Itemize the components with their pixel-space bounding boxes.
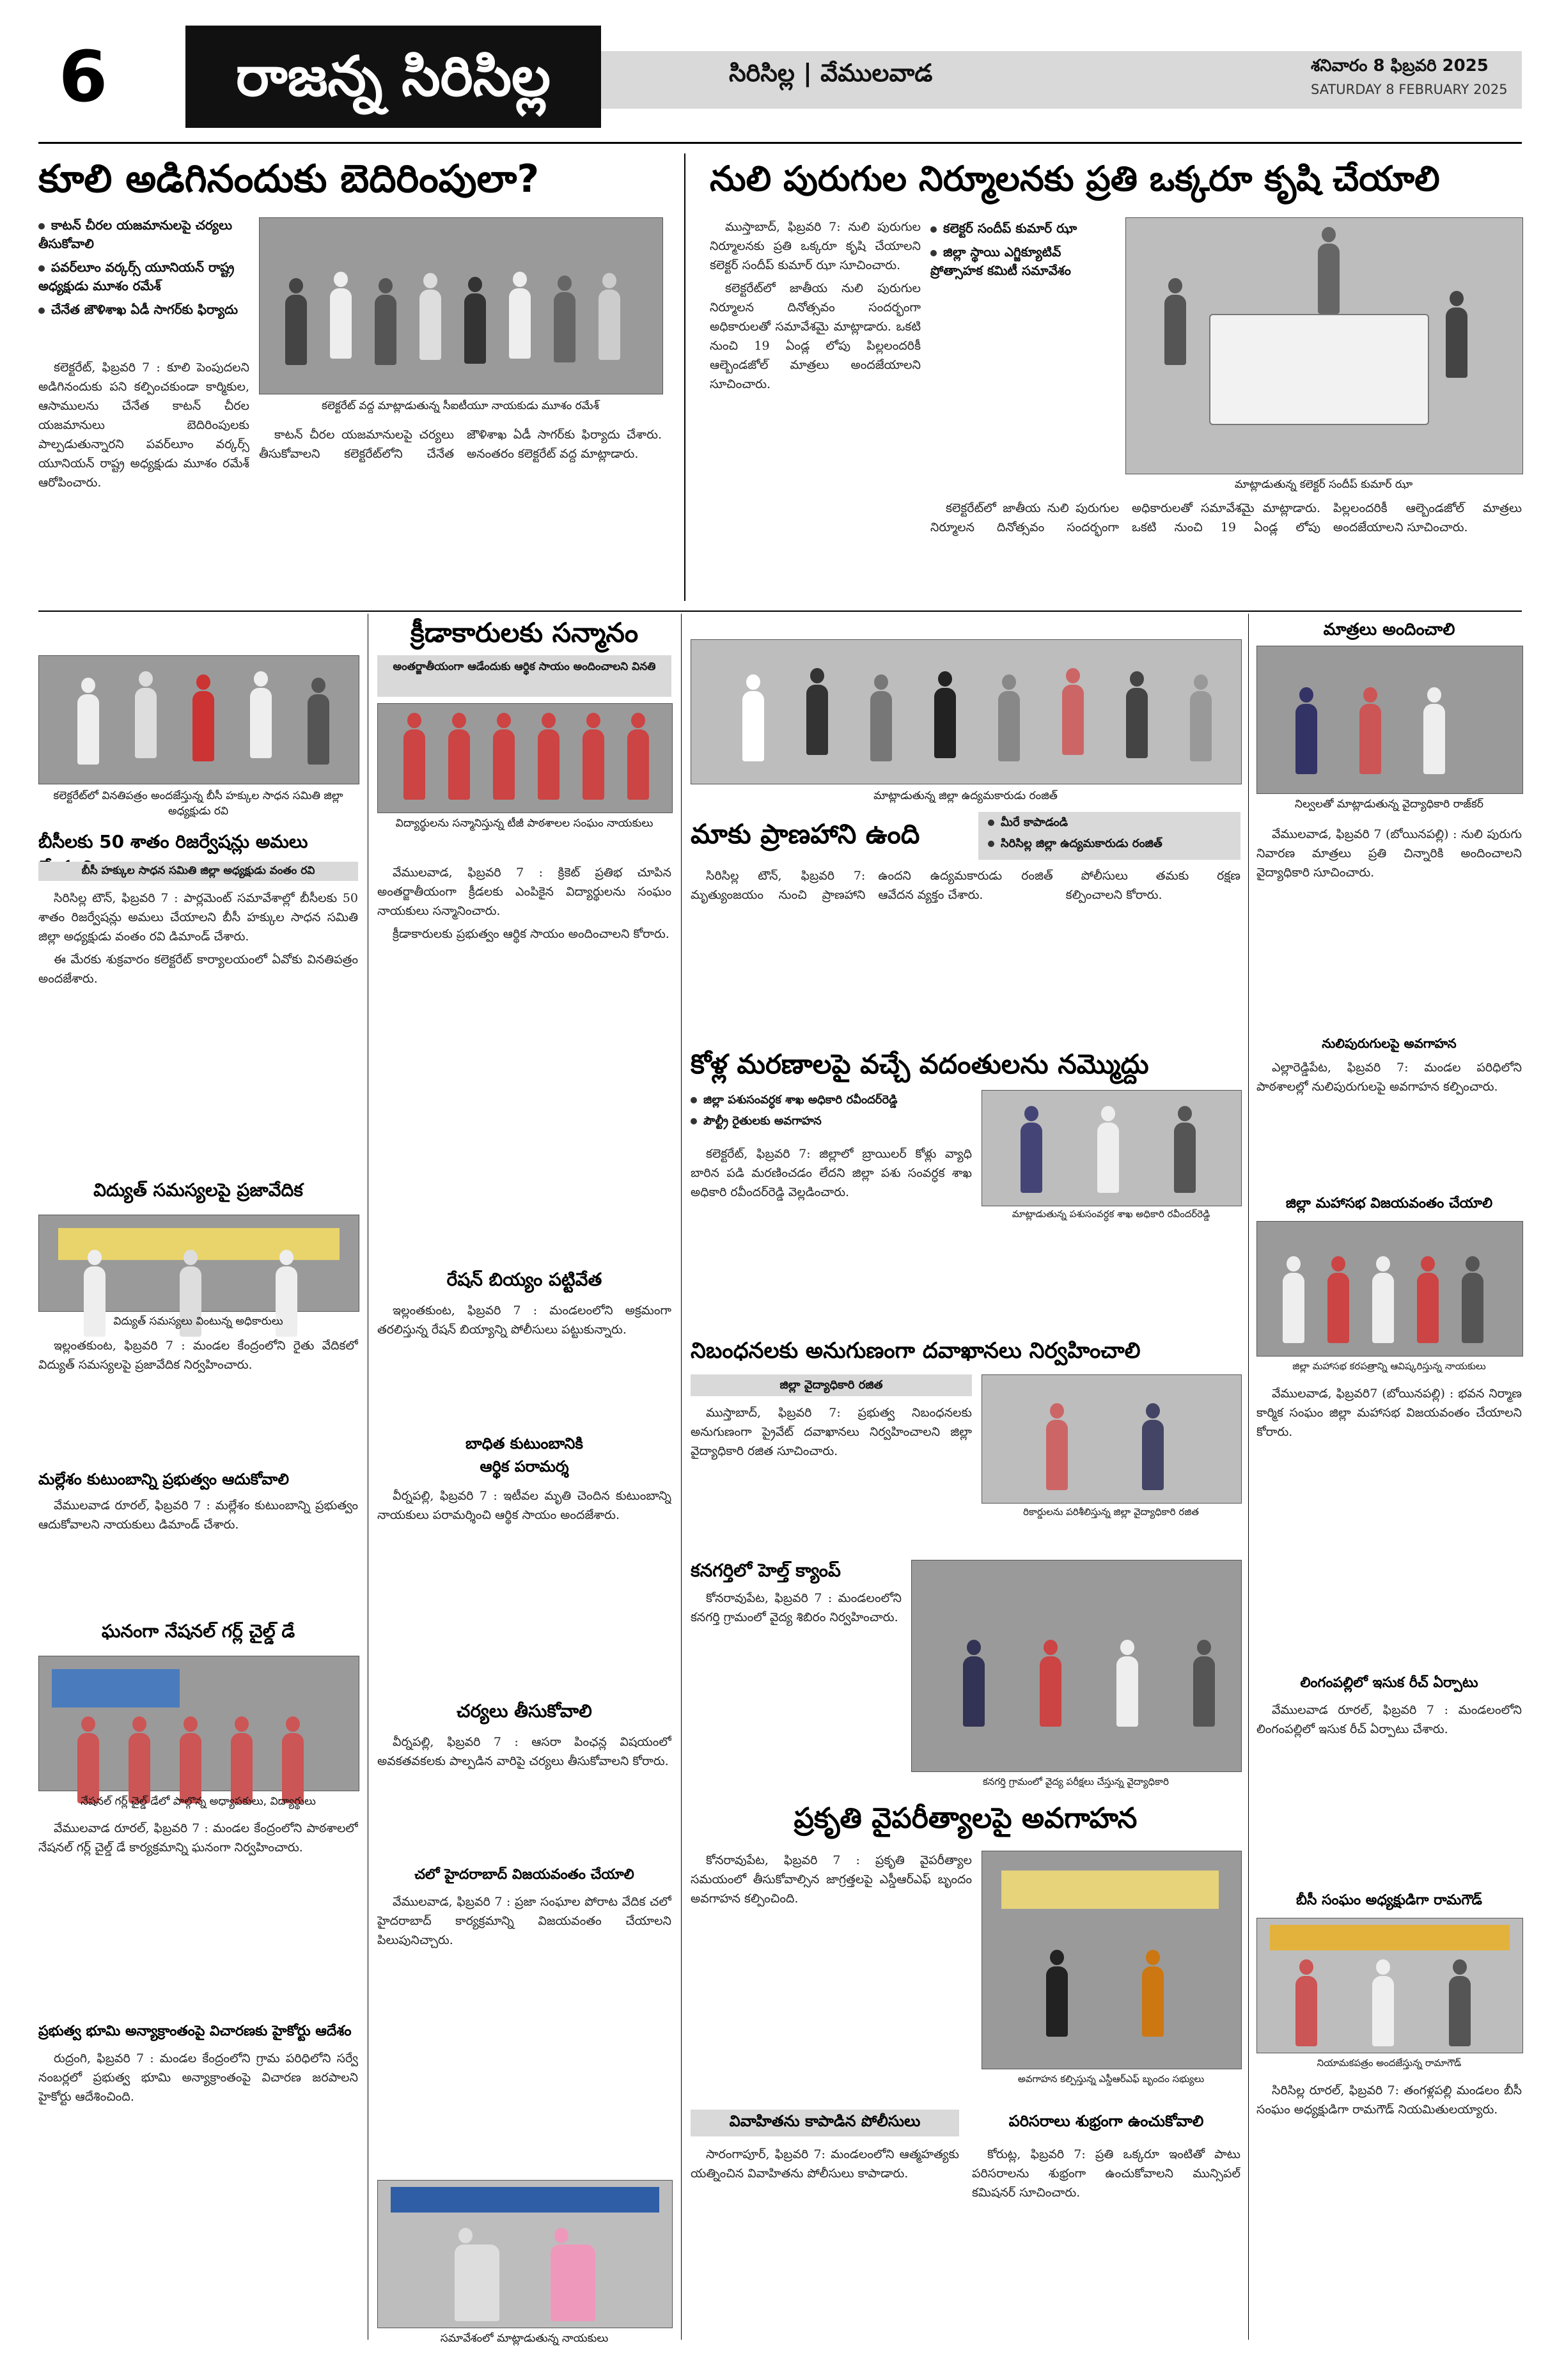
- story14-body: వేములవాడ, ఫిబ్రవరి 7 : ప్రజా సంఘాల పోరాట వేదిక చలో హైదరాబాద్ కార్యక్రమాన్ని విజయవంతం చేయాలని పిలుపునిచ్చారు.: [377, 1895, 671, 1947]
- story23-body: సారంగాపూర్, ఫిబ్రవరి 7: మండలంలోని ఆత్మహత్యకు యత్నించిన వివాహితను పోలీసులు కాపాడారు.: [691, 2147, 959, 2181]
- story22-photo: [982, 1851, 1242, 2069]
- story2-bullets: [930, 221, 1116, 286]
- story21-caption: నియామకపత్రం అందజేస్తున్న రామాగౌడ్: [1317, 2057, 1462, 2069]
- story9-body: వేములవాడ రూరల్, ఫిబ్రవరి 7 : మండల కేంద్రంలోని పాఠశాలలో నేషనల్ గర్ల్ చైల్డ్ డే కార్యక్రమాన్ని ఘనంగా నిర్వహించారు.: [38, 1821, 358, 1855]
- story15-bullets: [691, 1093, 972, 1135]
- story9-caption: నేషనల్ గర్ల్ చైల్డ్ డేలో పాల్గొన్న అధ్యాపకులు, విద్యార్థులు: [81, 1795, 316, 1808]
- page-number: 6: [58, 36, 108, 118]
- section-rule: [38, 611, 1522, 612]
- column-rule: [1248, 614, 1249, 2340]
- story5-body: సిరిసిల్ల టౌన్, ఫిబ్రవరి 7: మృత్యుంజయం నుంచి ప్రాణహాని ఉందని ఉద్యమకారుడు రంజిత్ ఆవేదన వ్యక్తం చేశారు. పోలీసులు తమకు రక్షణ కల్పించాలని కోరారు.: [691, 869, 1240, 902]
- story7-body: ఇల్లంతకుంట, ఫిబ్రవరి 7 : మండల కేంద్రంలోని రైతు వేదికలో విద్యుత్ సమస్యలపై ప్రజావేదిక నిర్వహించారు.: [38, 1339, 358, 1372]
- story3-subhead: బీసీ హక్కుల సాధన సమితి జిల్లా అధ్యక్షుడు వంతం రవి: [81, 864, 315, 877]
- story11-headline: రేషన్ బియ్యం పట్టివేత: [446, 1269, 602, 1290]
- story7-photo: [38, 1215, 359, 1312]
- story16-photo: [982, 1374, 1242, 1504]
- story19-headline: నులిపురుగులపై అవగాహన: [1322, 1036, 1457, 1051]
- story1-bullet: కాటన్ చీరల యజమానులపై చర్యలు తీసుకోవాలి: [38, 217, 233, 251]
- section-label: సిరిసిల్ల | వేములవాడ: [729, 59, 933, 87]
- story13-headline: చర్యలు తీసుకోవాలి: [457, 1700, 592, 1722]
- story6-headline: మాత్రలు అందించాలి: [1323, 620, 1455, 639]
- story24-body: కోరుట్ల, ఫిబ్రవరి 7: ప్రతి ఒక్కరూ ఇంటితో పాటు పరిసరాలను శుభ్రంగా ఉంచుకోవాలని మున్సిపల్ కమిషనర్ సూచించారు.: [972, 2147, 1240, 2200]
- story6-photo: [1256, 646, 1523, 794]
- story10-headline: ప్రభుత్వ భూమి అన్యాక్రాంతంపై విచారణకు హైకోర్టు ఆదేశం: [38, 2023, 352, 2039]
- story21-body: సిరిసిల్ల రూరల్, ఫిబ్రవరి 7: తంగళ్లపల్లి మండలం బీసీ సంఘం అధ్యక్షుడిగా రామగౌడ్ నియమితులయ్యారు.: [1256, 2083, 1522, 2117]
- story6-body: వేములవాడ, ఫిబ్రవరి 7 (బోయినపల్లి) : నులి పురుగు నివారణ మాత్రలు ప్రతి చిన్నారికి అందించాలని వైద్యాధికారి సూచించారు.: [1256, 827, 1522, 880]
- story18-body: వేములవాడ, ఫిబ్రవరి7 (బోయినపల్లి) : భవన నిర్మాణ కార్మిక సంఘం జిల్లా మహాసభ విజయవంతం చేయాలని కోరారు.: [1256, 1387, 1522, 1439]
- page-title: రాజన్న సిరిసిల్ల: [235, 45, 551, 109]
- story17-photo: [911, 1560, 1242, 1772]
- column-rule: [681, 614, 682, 2340]
- story5-caption: మాట్లాడుతున్న జిల్లా ఉద్యమకారుడు రంజిత్: [873, 789, 1058, 802]
- story5-headline: మాకు ప్రాణహాని ఉంది: [691, 818, 920, 850]
- story16-body: ముస్తాబాద్, ఫిబ్రవరి 7: ప్రభుత్వ నిబంధనలకు అనుగుణంగా ప్రైవేట్ దవాఖానలు నిర్వహించాలని జిల్లా వైద్యాధికారి రజిత సూచించారు.: [691, 1406, 972, 1458]
- story20-headline: లింగంపల్లిలో ఇసుక రీచ్ ఏర్పాటు: [1300, 1675, 1478, 1691]
- story20-body: వేములవాడ రూరల్, ఫిబ్రవరి 7 : మండలంలోని లింగంపల్లిలో ఇసుక రీచ్ ఏర్పాటు చేశారు.: [1256, 1703, 1522, 1736]
- story8-headline: మల్లేశం కుటుంబాన్ని ప్రభుత్వం ఆదుకోవాలి: [38, 1470, 289, 1488]
- story9-headline: ఘనంగా నేషనల్ గర్ల్ చైల్డ్ డే: [101, 1621, 295, 1642]
- story1-bullets: [38, 217, 249, 325]
- story5-bullet: మీరే కాపాడండి: [988, 816, 1237, 832]
- story16-subhead: జిల్లా వైద్యాధికారి రజిత: [779, 1378, 883, 1392]
- story3-headline: బీసీలకు 50 శాతం రిజర్వేషన్లు అమలు: [38, 831, 308, 852]
- story3-caption: కలెక్టరేట్‌లో వినతిపత్రం అందజేస్తున్న బీసీ హక్కుల సాధన సమితి జిల్లా అధ్యక్షుడు రవి: [53, 789, 343, 818]
- story4-photo: [377, 703, 673, 813]
- story7-caption: విద్యుత్ సమస్యలు వింటున్న అధికారులు: [113, 1315, 283, 1328]
- masthead: [38, 26, 1522, 134]
- story14-photo: [377, 2180, 673, 2328]
- story12-headline: [377, 1432, 671, 1478]
- story1-bullet: పవర్‌లూం వర్కర్స్ యూనియన్ రాష్ట్ర అధ్యక్షుడు మూశం రమేశ్: [38, 260, 235, 293]
- story15-photo: [982, 1090, 1242, 1206]
- story18-photo: [1256, 1221, 1523, 1357]
- date-english: SATURDAY 8 FEBRUARY 2025: [1311, 82, 1508, 97]
- story5-bullet: సిరిసిల్ల జిల్లా ఉద్యమకారుడు రంజిత్: [988, 837, 1237, 853]
- story6-caption: నిల్వలతో మాట్లాడుతున్న వైద్యాధికారి రాజ్‌కర్: [1295, 798, 1483, 811]
- story15-caption: మాట్లాడుతున్న పశుసంవర్ధక శాఖ అధికారి రవీందర్‌రెడ్డి: [1012, 1208, 1210, 1220]
- story23-headline: వివాహితను కాపాడిన పోలీసులు: [729, 2112, 921, 2130]
- story14-caption: సమావేశంలో మాట్లాడుతున్న నాయకులు: [440, 2332, 609, 2345]
- story8-body: వేములవాడ రూరల్, ఫిబ్రవరి 7 : మల్లేశం కుటుంబాన్ని ప్రభుత్వం ఆదుకోవాలని నాయకులు డిమాండ్ చేశారు.: [38, 1498, 358, 1532]
- story5-photo: [691, 639, 1242, 784]
- story22-headline: ప్రకృతి వైపరీత్యాలపై అవగాహన: [794, 1802, 1138, 1835]
- story1-bullet: చేనేత జౌళిశాఖ ఏడీ సాగర్‌కు ఫిర్యాదు: [38, 302, 249, 320]
- story1-body: కలెక్టరేట్, ఫిబ్రవరి 7 : కూలి పెంపుదలని అడిగినందుకు పని కల్పించకుండా కార్మికుల, ఆసాములను చేనేత కాటన్ చీరల యజమానులు బెదిరింపులకు పాల్పడుతున్నారని పవర్‌లూం వర్కర్స్ యూనియన్ రాష్ట్ర అధ్యక్షుడు మూశం రమేశ్ ఆరోపించారు.: [38, 361, 249, 490]
- story11-body: ఇల్లంతకుంట, ఫిబ్రవరి 7 : మండలంలోని అక్రమంగా తరలిస్తున్న రేషన్ బియ్యాన్ని పోలీసులు పట్టుకున్నారు.: [377, 1303, 671, 1337]
- story2-headline: నులి పురుగుల నిర్మూలనకు ప్రతి ఒక్కరూ కృషి చేయాలి: [710, 159, 1440, 199]
- story13-body: వీర్నపల్లి, ఫిబ్రవరి 7 : ఆసరా పింఛన్ల విషయంలో అవకతవకలకు పాల్పడిన వారిపై చర్యలు తీసుకోవాలని కోరారు.: [377, 1735, 671, 1768]
- story4-subhead: అంతర్జాతీయంగా ఆడేందుకు ఆర్థిక సాయం అందించాలని వినతి: [393, 660, 656, 673]
- story15-headline: కోళ్ల మరణాలపై వచ్చే వదంతులను నమ్మొద్దు: [691, 1048, 1149, 1080]
- story9-photo: [38, 1656, 359, 1791]
- story4-caption: విద్యార్థులను సన్మానిస్తున్న టీజీ పాఠశాలల సంఘం నాయకులు: [395, 817, 653, 830]
- story14-headline: చలో హైదరాబాద్ విజయవంతం చేయాలి: [414, 1867, 634, 1883]
- story2-caption: మాట్లాడుతున్న కలెక్టర్ సందీప్ కుమార్ ఝా: [1234, 478, 1413, 491]
- story21-headline: బీసీ సంఘం అధ్యక్షుడిగా రామగౌడ్: [1296, 1892, 1482, 1908]
- story12-headline-line2: ఆర్థిక పరామర్శ: [480, 1458, 569, 1475]
- story7-headline: విద్యుత్ సమస్యలపై ప్రజావేదిక: [93, 1179, 303, 1201]
- story3-body: సిరిసిల్ల టౌన్, ఫిబ్రవరి 7 : పార్లమెంట్ సమావేశాల్లో బీసీలకు 50 శాతం రిజర్వేషన్లు అమలు చేయాలని బీసీ హక్కుల సాధన సమితి జిల్లా అధ్యక్షుడు వంతం రవి డిమాండ్ చేశారు. ఈ మేరకు శుక్రవారం కలెక్టరేట్ కార్యాలయంలో ఏవోకు వినతిపత్రం అందజేశారు.: [38, 891, 358, 986]
- story1-headline: కూలి అడిగినందుకు బెదిరింపులా?: [38, 157, 540, 201]
- story4-body: వేములవాడ, ఫిబ్రవరి 7 : క్రికెట్ ప్రతిభ చూపిన అంతర్జాతీయంగా క్రీడలకు ఎంపికైన విద్యార్థులను సంఘం నాయకులు సన్మానించారు. క్రీడాకారులకు ప్రభుత్వం ఆర్థిక సాయం అందించాలని కోరారు.: [377, 866, 671, 941]
- masthead-rule: [38, 142, 1522, 144]
- story15-bullet: జిల్లా పశుసంవర్ధక శాఖ అధికారి రవీందర్‌రెడ్డి: [691, 1093, 972, 1109]
- story16-headline: నిబంధనలకు అనుగుణంగా దవాఖానలు నిర్వహించాలి: [691, 1338, 1141, 1364]
- story2-photo: [1125, 217, 1523, 474]
- story2-body: ముస్తాబాద్, ఫిబ్రవరి 7: నులి పురుగుల నిర్మూలనకు ప్రతి ఒక్కరూ కృషి చేయాలని కలెక్టర్ సందీప్ కుమార్ ఝా సూచించారు. కలెక్టరేట్‌లో జాతీయ నులి పురుగుల నిర్మూలన దినోత్సవం సందర్భంగా అధికారులతో సమావేశమై మాట్లాడారు. ఒకటి నుంచి 19 ఏండ్ల లోపు పిల్లలందరికీ ఆల్బెండజోల్ మాత్రలు అందజేయాలని సూచించారు.: [710, 220, 921, 391]
- story17-caption: కనగర్తి గ్రామంలో వైద్య పరీక్షలు చేస్తున్న వైద్యాధికారి: [982, 1776, 1170, 1787]
- story15-body: కలెక్టరేట్, ఫిబ్రవరి 7: జిల్లాలో బ్రాయిలర్ కోళ్లు వ్యాధి బారిన పడి మరణించడం లేదని జిల్లా పశు సంవర్ధక శాఖ అధికారి రవీందర్‌రెడ్డి వెల్లడించారు.: [691, 1147, 972, 1199]
- story15-bullet: పౌల్ట్రీ రైతులకు అవగాహన: [691, 1114, 972, 1130]
- story2-bullet: జిల్లా స్థాయి ఎగ్జిక్యూటివ్ ప్రోత్సాహక కమిటీ సమావేశం: [930, 244, 1071, 278]
- story21-photo: [1256, 1918, 1523, 2053]
- story22-body: కోనరావుపేట, ఫిబ్రవరి 7 : ప్రకృతి వైపరీత్యాల సమయంలో తీసుకోవాల్సిన జాగ్రత్తలపై ఎస్డీఆర్ఎఫ్ బృందం అవగాహన కల్పించింది.: [691, 1853, 972, 1906]
- story18-headline: జిల్లా మహాసభ విజయవంతం చేయాలి: [1285, 1195, 1493, 1211]
- story18-caption: జిల్లా మహాసభ కరపత్రాన్ని ఆవిష్కరిస్తున్న నాయకులు: [1292, 1360, 1486, 1372]
- story2-body-cont: కలెక్టరేట్‌లో జాతీయ నులి పురుగుల నిర్మూలన దినోత్సవం సందర్భంగా అధికారులతో సమావేశమై మాట్లాడారు. ఒకటి నుంచి 19 ఏండ్ల లోపు పిల్లలందరికీ ఆల్బెండజోల్ మాత్రలు అందజేయాలని సూచించారు.: [930, 501, 1522, 534]
- date-telugu: శనివారం 8 ఫిబ్రవరి 2025: [1311, 56, 1489, 75]
- story16-caption: రికార్డులను పరిశీలిస్తున్న జిల్లా వైద్యాధికారి రజిత: [1023, 1506, 1199, 1518]
- story1-caption: కలెక్టరేట్ వద్ద మాట్లాడుతున్న సీఐటీయూ నాయకుడు మూశం రమేశ్: [321, 400, 600, 412]
- story12-headline-line1: బాధిత కుటుంబానికి: [466, 1435, 583, 1452]
- story24-headline: పరిసరాలు శుభ్రంగా ఉంచుకోవాలి: [1008, 2112, 1204, 2130]
- story12-body: వీర్నపల్లి, ఫిబ్రవరి 7 : ఇటీవల మృతి చెందిన కుటుంబాన్ని నాయకులు పరామర్శించి ఆర్థిక సాయం అందజేశారు.: [377, 1489, 671, 1522]
- column-rule: [684, 153, 685, 601]
- masthead-title-block: [185, 26, 601, 128]
- story17-body: కోనరావుపేట, ఫిబ్రవరి 7 : మండలంలోని కనగర్తి గ్రామంలో వైద్య శిబిరం నిర్వహించారు.: [691, 1591, 902, 1624]
- story22-caption: అవగాహన కల్పిస్తున్న ఎస్డీఆర్ఎఫ్ బృందం సభ్యులు: [1017, 2073, 1205, 2085]
- story2-bullet: కలెక్టర్ సందీప్ కుమార్ ఝా: [930, 221, 1116, 239]
- story5-bullets: [988, 816, 1237, 858]
- story4-headline: క్రీడాకారులకు సన్మానం: [410, 617, 639, 648]
- story1-body-cont: కాటన్ చీరల యజమానులపై చర్యలు తీసుకోవాలని కలెక్టరేట్‌లోని చేనేత జౌళిశాఖ ఏడీ సాగర్‌కు ఫిర్యాదు చేశారు. అనంతరం కలెక్టరేట్ వద్ద మాట్లాడారు.: [259, 428, 662, 461]
- story1-photo: [259, 217, 663, 394]
- story3-photo: [38, 655, 359, 784]
- story17-headline: కనగర్తిలో హెల్త్ క్యాంప్: [691, 1560, 841, 1581]
- story19-body: ఎల్లారెడ్డిపేట, ఫిబ్రవరి 7: మండల పరిధిలోని పాఠశాలల్లో నులిపురుగులపై అవగాహన కల్పించారు.: [1256, 1061, 1522, 1094]
- story10-body: రుద్రంగి, ఫిబ్రవరి 7 : మండల కేంద్రంలోని గ్రామ పరిధిలోని సర్వే నంబర్లలో ప్రభుత్వ భూమి అన్యాక్రాంతంపై విచారణ జరపాలని హైకోర్టు ఆదేశించింది.: [38, 2051, 358, 2104]
